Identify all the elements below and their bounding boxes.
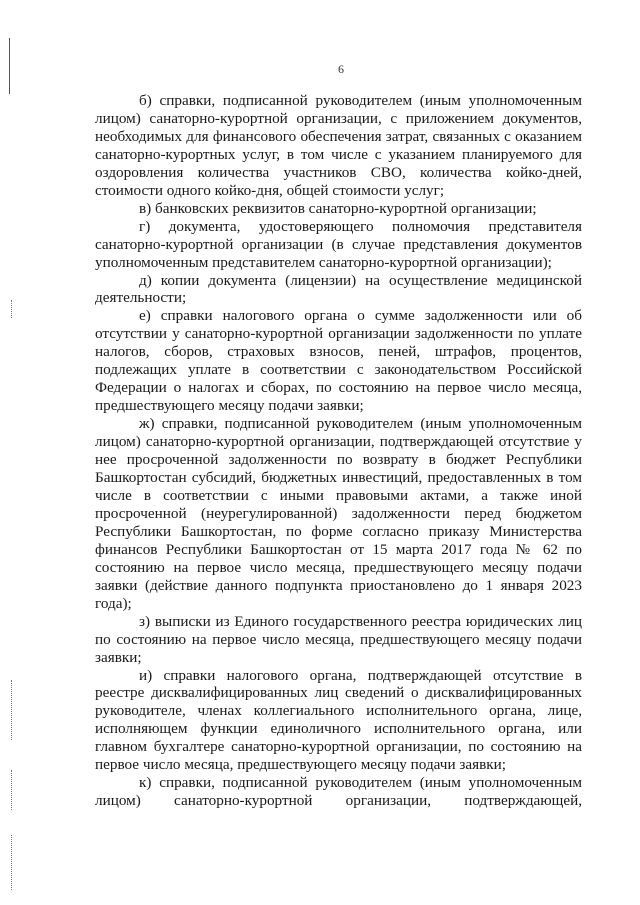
paragraph-i: и) справки налогового органа, подтверждающей отсутствие в реестре дисквалифицированных лиц сведений о дисквалифицированных руководителе, членах коллегиального исполнительного органа, лице, исполняющем функции единоличного исполнительного органа, или главном бухгалтере санаторно-курортной организации, по состоянию на первое число месяца, предшествующего месяцу подачи заявки;: [95, 666, 582, 774]
paragraph-d: д) копии документа (лицензии) на осуществление медицинской деятельности;: [95, 271, 582, 307]
margin-dots-bottom: [11, 835, 13, 890]
document-body: [95, 92, 582, 810]
margin-dots-upper: [11, 300, 13, 318]
page-number: 6: [338, 62, 344, 76]
paragraph-g: г) документа, удостоверяющего полномочия представителя санаторно-курортной организации (в случае представления документов уполномоченным представителем санаторно-курортной организации);: [95, 217, 582, 271]
paragraph-k: к) справки, подписанной руководителем (иным уполномоченным лицом) санаторно-курортной организации, подтверждающей,: [95, 774, 582, 810]
margin-dots-middle: [11, 680, 13, 740]
paragraph-e: е) справки налогового органа о сумме задолженности или об отсутствии у санаторно-курортной организации задолженности по уплате налогов, сборов, страховых взносов, пеней, штрафов, процентов, подлежащих уплате в соответствии с законодательством Российской Федерации о налогах и сборах, по состоянию на первое число месяца, предшествующего месяцу подачи заявки;: [95, 307, 582, 415]
paragraph-b: б) справки, подписанной руководителем (иным уполномоченным лицом) санаторно-курортной организации, с приложением документов, необходимых для финансового обеспечения затрат, связанных с оказанием санаторно-курортных услуг, в том числе с указанием планируемого для оздоровления количества участников СВО, количества койко-дней, стоимости одного койко-дня, общей стоимости услуг;: [95, 92, 582, 199]
margin-dots-lower: [11, 770, 13, 810]
paragraph-z: з) выписки из Единого государственного реестра юридических лиц по состоянию на первое число месяца, предшествующего месяцу подачи заявки;: [95, 612, 582, 666]
paragraph-zh: ж) справки, подписанной руководителем (иным уполномоченным лицом) санаторно-курортной организации, подтверждающей отсутствие у нее просроченной задолженности по возврату в бюджет Республики Башкортостан субсидий, бюджетных инвестиций, предоставленных в том числе в соответствии с иными правовыми актами, а также иной просроченной (неурегулированной) задолженности перед бюджетом Республики Башкортостан, по форме согласно приказу Министерства финансов Республики Башкортостан от 15 марта 2017 года № 62 по состоянию на первое число месяца, предшествующего месяцу подачи заявки (действие данного подпункта приостановлено до 1 января 2023 года);: [95, 415, 582, 612]
paragraph-v: в) банковских реквизитов санаторно-курортной организации;: [139, 199, 537, 217]
